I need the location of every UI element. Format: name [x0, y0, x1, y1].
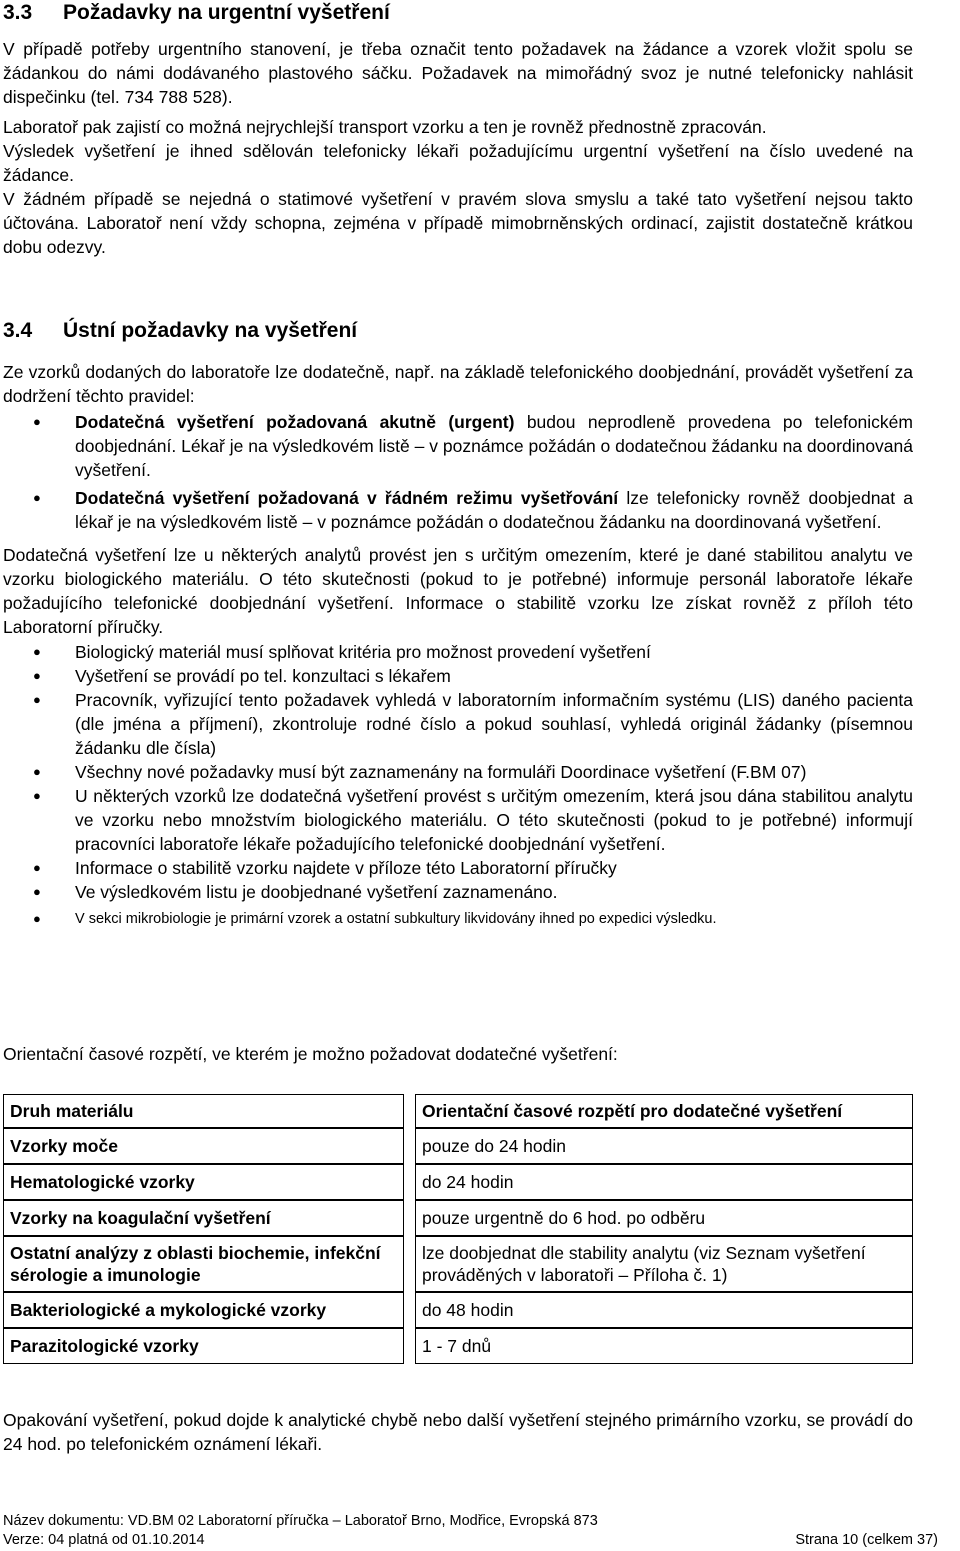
list-item: ● Informace o stabilitě vzorku najdete v příloze této Laboratorní příručky [3, 856, 913, 880]
header-cell: Druh materiálu [3, 1094, 404, 1128]
section-heading-3-4 [3, 318, 357, 344]
paragraph: Dodatečná vyšetření lze u některých analytů provést jen s určitým omezením, které je dané stabilitou analytu ve vzorku biologického materiálu. O této skutečnosti (pokud to je potřebné) informuje personál laboratoře lékaře požadujícího telefonické doobjednání vyšetření. Informace o stabilitě vzorku lze získat rovněž z příloh této Laboratorní příručky. [3, 545, 913, 637]
table-row [3, 1328, 913, 1364]
page-footer [3, 1512, 938, 1550]
paragraph: V případě potřeby urgentního stanovení, je třeba označit tento požadavek na žádance a vzorek vložit spolu se žádankou do námi dodávaného plastového sáčku. Požadavek na mimořádný svoz je nutné telefonicky nahlásit dispečinku (tel. 734 788 528). [3, 39, 913, 107]
time-cell: 1 - 7 dnů [415, 1328, 913, 1364]
intro-paragraph: Ze vzorků dodaných do laboratoře lze dodatečně, např. na základě telefonického doobjednání, provádět vyšetření za dodržení těchto pravidel: [3, 362, 913, 406]
paragraph: Výsledek vyšetření je ihned sdělován telefonicky lékaři požadujícímu urgentní vyšetření na číslo uvedené na žádance. [3, 141, 913, 185]
material-cell: Ostatní analýzy z oblasti biochemie, infekční sérologie a imunologie [3, 1236, 404, 1292]
repeat-note: Opakování vyšetření, pokud dojde k analytické chybě nebo další vyšetření stejného primárního vzorku, se provádí do 24 hod. po telefonickém oznámení lékaři. [3, 1410, 913, 1454]
section-title: Ústní požadavky na vyšetření [63, 319, 358, 342]
paragraph: Laboratoř pak zajistí co možná nejrychlejší transport vzorku a ten je rovněž přednostně zpracován. [3, 117, 767, 137]
header-cell: Orientační časové rozpětí pro dodatečné vyšetření [415, 1094, 913, 1128]
list-item: ● Pracovník, vyřizující tento požadavek vyhledá v laboratorním informačním systému (LIS) daného pacienta (dle jména a příjmení), zkontroluje rodné číslo a pokud souhlasí, vyhledá originál žádanky (písemnou žádanku dle čísla) [3, 688, 913, 760]
material-cell: Vzorky na koagulační vyšetření [3, 1200, 404, 1236]
material-cell: Hematologické vzorky [3, 1164, 404, 1200]
list-item: ● V sekci mikrobiologie je primární vzorek a ostatní subkultury likvidovány ihned po expedici výsledku. [3, 907, 913, 931]
table-row [3, 1200, 913, 1236]
conditions-list [3, 640, 913, 931]
table-row [3, 1236, 913, 1292]
section-title: Požadavky na urgentní vyšetření [63, 1, 390, 24]
time-cell: pouze urgentně do 6 hod. po odběru [415, 1200, 913, 1236]
table-row [3, 1292, 913, 1328]
list-item [3, 486, 913, 534]
section-number: 3.4 [3, 319, 33, 342]
page-number: Strana 10 (celkem 37) [795, 1532, 938, 1548]
section-3-3-body [3, 37, 913, 259]
material-cell: Vzorky moče [3, 1128, 404, 1164]
table-row [3, 1164, 913, 1200]
material-cell: Parazitologické vzorky [3, 1328, 404, 1364]
table-caption: Orientační časové rozpětí, ve kterém je možno požadovat dodatečné vyšetření: [3, 1044, 618, 1064]
material-cell: Bakteriologické a mykologické vzorky [3, 1292, 404, 1328]
table-row [3, 1128, 913, 1164]
time-cell: pouze do 24 hodin [415, 1128, 913, 1164]
rule-heading: Dodatečná vyšetření požadovaná v řádném režimu vyšetřování [75, 488, 619, 508]
section-heading-3-3 [3, 0, 390, 26]
rule-heading: Dodatečná vyšetření požadovaná akutně (urgent) [75, 412, 515, 432]
list-item [3, 410, 913, 482]
list-item: ● Všechny nové požadavky musí být zaznamenány na formuláři Doordinace vyšetření (F.BM 07) [3, 760, 913, 784]
rule-text: budou neprodleně provedena po telefonickém doobjednání. Lékař je na výsledkovém listě – v poznámce požádán o dodatečnou žádanku na doordinovaná vyšetření. [75, 412, 913, 480]
document-name: Název dokumentu: VD.BM 02 Laboratorní příručka – Laboratoř Brno, Modřice, Evropská 873 [3, 1513, 598, 1529]
document-version: Verze: 04 platná od 01.10.2014 [3, 1532, 205, 1548]
list-item: ● Biologický materiál musí splňovat kritéria pro možnost provedení vyšetření [3, 640, 913, 664]
section-3-4-body [3, 360, 913, 931]
time-cell: lze doobjednat dle stability analytu (viz Seznam vyšetření prováděných v laboratoři – Příloha č. 1) [415, 1236, 913, 1292]
time-cell: do 24 hodin [415, 1164, 913, 1200]
rules-list [3, 410, 913, 534]
list-item: ● U některých vzorků lze dodatečná vyšetření provést s určitým omezením, která jsou dána stabilitou analytu ve vzorku nebo množstvím biologického materiálu. O této skutečnosti (pokud to je potřebné) informují pracovníci laboratoře lékaře požadujícího telefonické doobjednání vyšetření. [3, 784, 913, 856]
timing-table [3, 1094, 913, 1364]
rule-text: lze telefonicky rovněž doobjednat a lékař je na výsledkovém listě – v poznámce požádán o dodatečnou žádanku na doordinovaná vyšetření. [75, 488, 914, 532]
list-item: ● Ve výsledkovém listu je doobjednané vyšetření zaznamenáno. [3, 880, 913, 904]
table-header-row [3, 1094, 913, 1128]
time-cell: do 48 hodin [415, 1292, 913, 1328]
section-number: 3.3 [3, 1, 33, 24]
list-item: ● Vyšetření se provádí po tel. konzultaci s lékařem [3, 664, 913, 688]
paragraph: V žádném případě se nejedná o statimové vyšetření v pravém slova smyslu a také tato vyšetření nejsou takto účtována. Laboratoř není vždy schopna, zejména v případě mimobrněnských ordinací, zajistit dostatečně krátkou dobu odezvy. [3, 189, 913, 257]
